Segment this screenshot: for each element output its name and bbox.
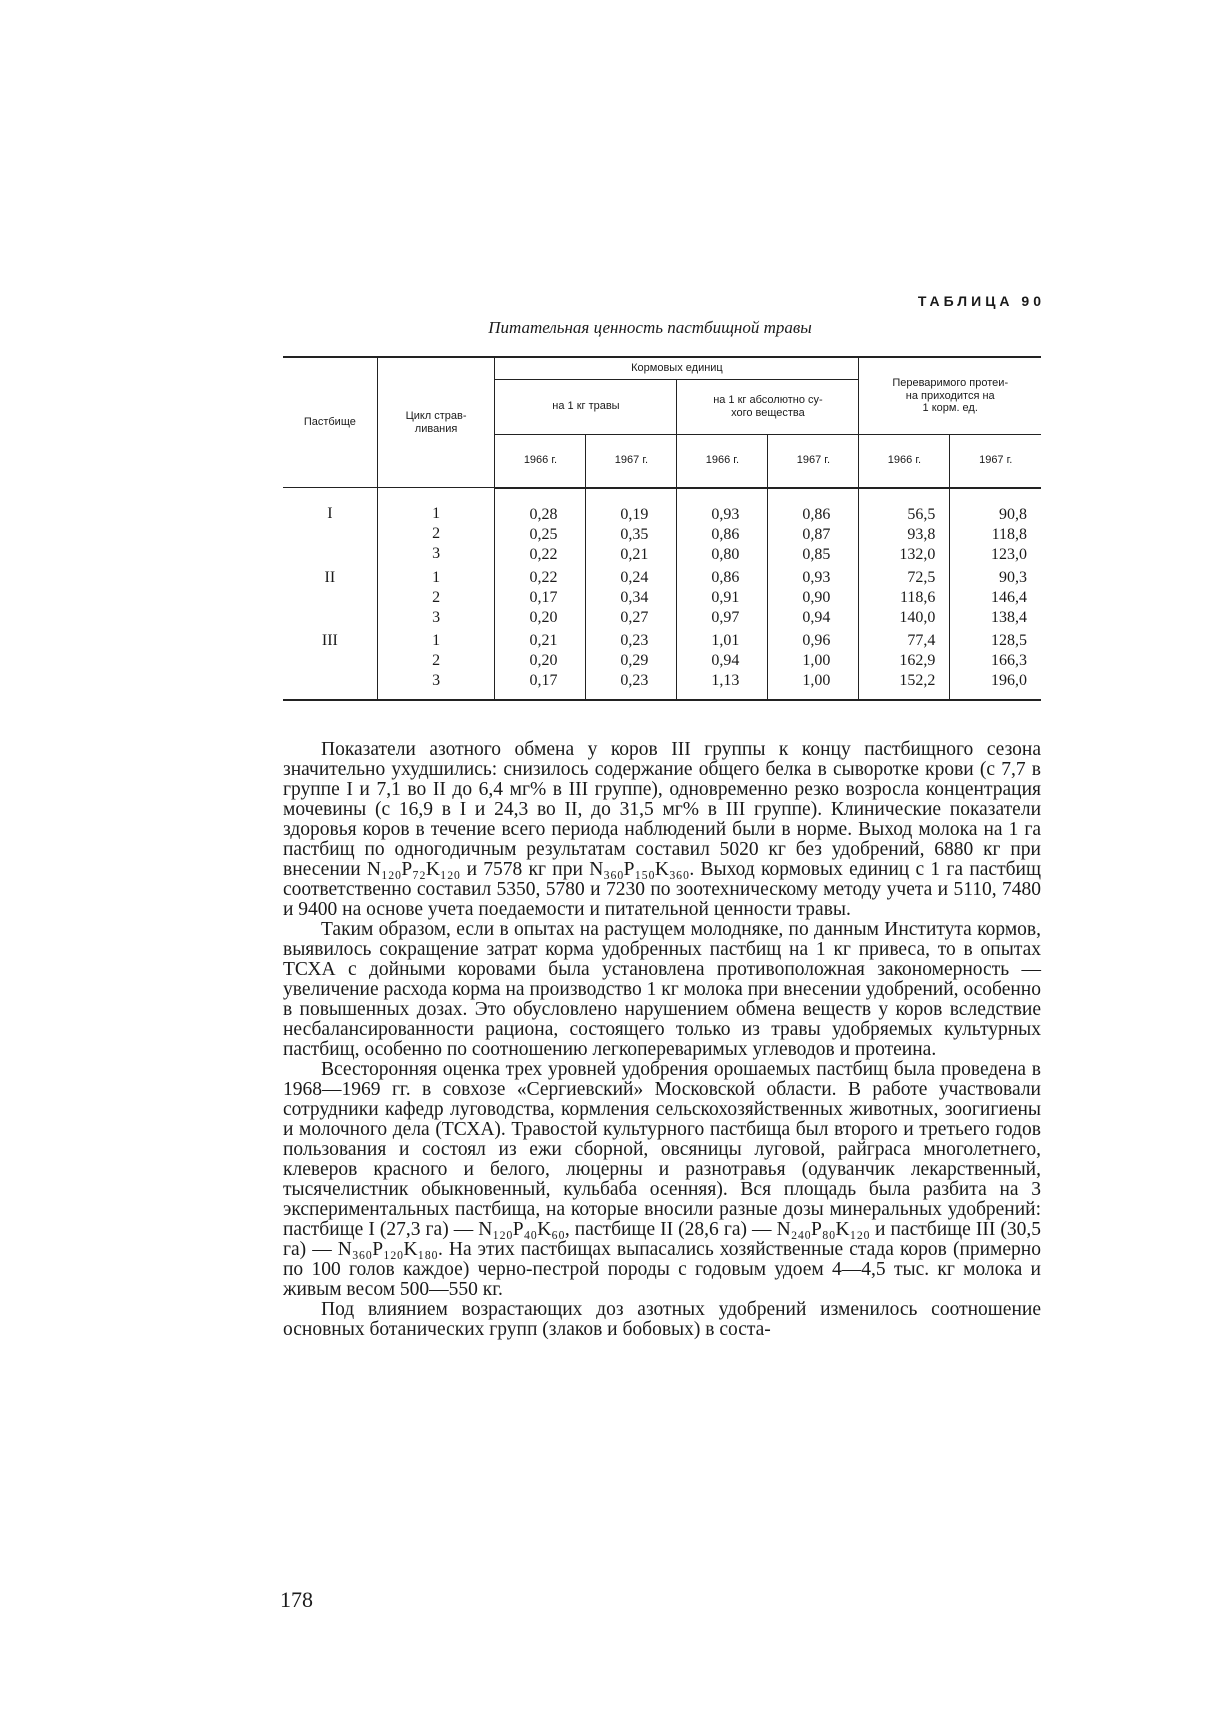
paragraph: Под влиянием возрастающих доз азотных удобрений изменилось соотношение основных ботанических групп (злаков и бобовых) в соста- xyxy=(283,1299,1041,1340)
protein-1966-cell: 72,5 118,6 140,0 xyxy=(859,568,950,631)
grass-1966-cell: 0,21 0,20 0,17 xyxy=(495,631,586,700)
page-number: 178 xyxy=(280,1587,313,1612)
header-per-kg-grass: на 1 кг травы xyxy=(495,379,677,434)
grass-1966-cell: 0,28 0,25 0,22 xyxy=(495,488,586,568)
dry-1967-cell: 0,86 0,87 0,85 xyxy=(768,488,859,568)
cycles-cell: 1 2 3 xyxy=(377,568,495,631)
dry-1967-cell: 0,93 0,90 0,94 xyxy=(768,568,859,631)
protein-1966-cell: 77,4 162,9 152,2 xyxy=(859,631,950,700)
dry-1967-cell: 0,96 1,00 1,00 xyxy=(768,631,859,700)
header-pasture: Пастбище xyxy=(283,357,377,488)
table-row xyxy=(283,568,1041,631)
dry-1966-cell: 0,93 0,86 0,80 xyxy=(677,488,768,568)
pasture-cell: II xyxy=(324,568,336,586)
header-per-kg-dry-matter: на 1 кг абсолютно су- хого вещества xyxy=(677,379,859,434)
grass-1967-cell: 0,23 0,29 0,23 xyxy=(586,631,677,700)
protein-1966-cell: 56,5 93,8 132,0 xyxy=(859,488,950,568)
protein-1967-cell: 90,8 118,8 123,0 xyxy=(950,488,1041,568)
paragraph: Таким образом, если в опытах на растущем молодняке, по данным Института кормов, выявилось сокращение затрат корма удобренных пастбищ на 1 кг привеса, то в опытах ТСХА с дойными коровами была установлена противоположная закономерность — увеличение расхода корма на производство 1 кг молока при внесении удобрений, особенно в повышенных дозах. Это обусловлено нарушением обмена веществ у коров вследствие несбалансированности рациона, состоящего только из травы удобряемых культурных пастбищ, особенно по соотношению легкопереваримых углеводов и протеина. xyxy=(283,919,1041,1060)
header-year: 1966 г. xyxy=(495,434,586,488)
paragraph: Показатели азотного обмена у коров III группы к концу пастбищного сезона значительно ухудшились: снизилось содержание общего белка в сыворотке крови (с 7,7 в группе I и 7,1 во II до 6,4 мг% в III группе), одновременно резко возросла концентрация мочевины (с 16,9 в I и 24,3 во II, до 31,5 мг% в III группе). Клинические показатели здоровья коров в течение всего периода наблюдений были в норме. Выход молока на 1 га пастбищ по одногодичным результатам составил 5020 кг без удобрений, 6880 кг при внесении N₁₂₀P₇₂K₁₂₀ и 7578 кг при N₃₆₀P₁₅₀K₃₆₀. Выход кормовых единиц с 1 га пастбищ соответственно составил 5350, 5780 и 7230 по зоотехническому методу учета и 5110, 7480 и 9400 на основе учета поедаемости и питательной ценности травы. xyxy=(283,739,1041,920)
table-row xyxy=(283,488,1041,568)
table-number-label: ТАБЛИЦА 90 xyxy=(917,293,1045,309)
header-year: 1966 г. xyxy=(859,434,950,488)
body-text xyxy=(283,740,1041,1340)
grass-1966-cell: 0,22 0,17 0,20 xyxy=(495,568,586,631)
header-cycle: Цикл страв- ливания xyxy=(377,357,495,488)
protein-1967-cell: 90,3 146,4 138,4 xyxy=(950,568,1041,631)
grass-1967-cell: 0,24 0,34 0,27 xyxy=(586,568,677,631)
table-row xyxy=(283,631,1041,700)
header-year: 1967 г. xyxy=(586,434,677,488)
cycles-cell: 1 2 3 xyxy=(377,631,495,700)
pasture-cell: III xyxy=(283,631,377,700)
paragraph: Всесторонняя оценка трех уровней удобрения орошаемых пастбищ была проведена в 1968—1969 гг. в совхозе «Сергиевский» Московской области. В работе участвовали сотрудники кафедр луговодства, кормления сельскохозяйственных животных, зоогигиены и молочного дела (ТСХА). Травостой культурного пастбища был второго и третьего годов пользования и состоял из ежи сборной, овсяницы луговой, райграса многолетнего, клеверов красного и белого, люцерны и разнотравья (одуванчик лекарственный, тысячелистник обыкновенный, кульбаба осенняя). Вся площадь была разбита на 3 экспериментальных пастбища, на которые вносили разные дозы минеральных удобрений: пастбище I (27,3 га) — N₁₂₀P₄₀K₆₀, пастбище II (28,6 га) — N₂₄₀P₈₀K₁₂₀ и пастбище III (30,5 га) — N₃₆₀P₁₂₀K₁₈₀. На этих пастбищах выпасались хозяйственные стада коров (примерно по 100 голов каждое) черно-пестрой породы с годовым удоем 4—4,5 тыс. кг молока и живым весом 500—550 кг. xyxy=(283,1059,1041,1300)
table-body xyxy=(283,488,1041,700)
cycles-cell: 1 2 3 xyxy=(377,488,495,568)
header-year: 1966 г. xyxy=(677,434,768,488)
dry-1966-cell: 0,86 0,91 0,97 xyxy=(677,568,768,631)
header-year: 1967 г. xyxy=(950,434,1041,488)
header-feed-units: Кормовых единиц xyxy=(495,357,859,379)
grass-1967-cell: 0,19 0,35 0,21 xyxy=(586,488,677,568)
protein-1967-cell: 128,5 166,3 196,0 xyxy=(950,631,1041,700)
header-year: 1967 г. xyxy=(768,434,859,488)
nutrition-table xyxy=(283,356,1041,701)
pasture-cell: I xyxy=(327,505,333,523)
header-digestible-protein: Переваримого протеи- на приходится на 1 корм. ед. xyxy=(859,357,1041,434)
dry-1966-cell: 1,01 0,94 1,13 xyxy=(677,631,768,700)
table-title: Питательная ценность пастбищной травы xyxy=(488,318,812,337)
